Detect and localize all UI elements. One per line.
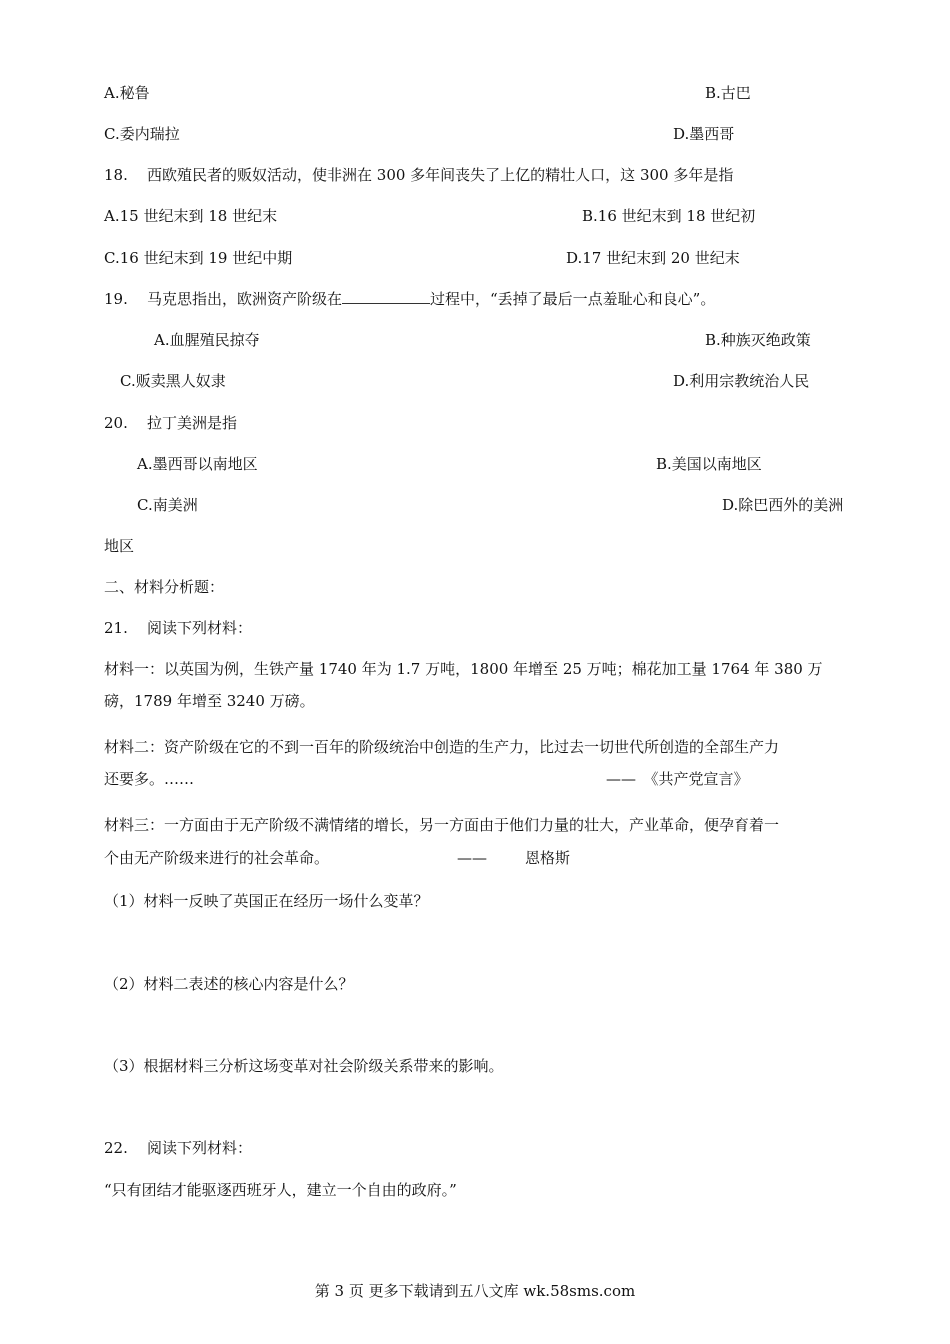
material-2-line-1: 材料二：资产阶级在它的不到一百年的阶级统治中创造的生产力，比过去一切世代所创造的全部生产力 bbox=[104, 738, 780, 756]
material-2-source: —— 《共产党宣言》 bbox=[606, 770, 749, 788]
section-heading: 二、材料分析题： bbox=[104, 578, 225, 596]
q21-subquestion-3: （3）根据材料三分析这场变革对社会阶级关系带来的影响。 bbox=[104, 1057, 504, 1075]
q19-stem bbox=[147, 289, 715, 309]
q18-stem: 西欧殖民者的贩奴活动，使非洲在 300 多年间丧失了上亿的精壮人口，这 300 多年是指 bbox=[147, 166, 734, 184]
material-3-author: 恩格斯 bbox=[525, 849, 571, 867]
material-1-line-2: 磅，1789 年增至 3240 万磅。 bbox=[104, 692, 315, 710]
q17-option-a: A.秘鲁 bbox=[104, 84, 150, 102]
q19-option-d: D.利用宗教统治人民 bbox=[673, 372, 810, 390]
material-3-line-2: 个由无产阶级来进行的社会革命。 bbox=[104, 849, 330, 867]
q19-option-c: C.贩卖黑人奴隶 bbox=[120, 372, 226, 390]
material-2-line-2: 还要多。…… bbox=[104, 770, 195, 788]
q21-number: 21. bbox=[104, 619, 128, 637]
q19-option-b: B.种族灭绝政策 bbox=[705, 331, 811, 349]
q19-stem-before: 马克思指出，欧洲资产阶级在 bbox=[147, 290, 343, 308]
q18-option-d: D.17 世纪末到 20 世纪末 bbox=[566, 249, 740, 267]
q20-stem: 拉丁美洲是指 bbox=[147, 414, 238, 432]
answer-blank bbox=[342, 289, 430, 304]
q18-option-a: A.15 世纪末到 18 世纪末 bbox=[104, 207, 278, 225]
q17-option-c: C.委内瑞拉 bbox=[104, 125, 180, 143]
q19-stem-after: 过程中，“丢掉了最后一点羞耻心和良心”。 bbox=[430, 290, 716, 308]
q19-option-a: A.血腥殖民掠夺 bbox=[154, 331, 260, 349]
q18-option-b: B.16 世纪末到 18 世纪初 bbox=[582, 207, 756, 225]
page-footer: 第 3 页 更多下载请到五八文库 wk.58sms.com bbox=[314, 1282, 636, 1300]
q20-option-b: B.美国以南地区 bbox=[656, 455, 762, 473]
q19-number: 19. bbox=[104, 290, 128, 308]
q22-quote: “只有团结才能驱逐西班牙人，建立一个自由的政府。” bbox=[104, 1181, 457, 1199]
q18-option-c: C.16 世纪末到 19 世纪中期 bbox=[104, 249, 293, 267]
q21-subquestion-2: （2）材料二表述的核心内容是什么？ bbox=[104, 975, 354, 993]
q20-option-c: C.南美洲 bbox=[137, 496, 198, 514]
q20-option-d: D.除巴西外的美洲 bbox=[722, 496, 844, 514]
q22-number: 22. bbox=[104, 1139, 128, 1157]
q17-option-b: B.古巴 bbox=[705, 84, 751, 102]
material-3-line-1: 材料三：一方面由于无产阶级不满情绪的增长，另一方面由于他们力量的壮大，产业革命，便孕育着一 bbox=[104, 816, 780, 834]
material-1-line-1: 材料一：以英国为例，生铁产量 1740 年为 1.7 万吨，1800 年增至 25 万吨；棉花加工量 1764 年 380 万 bbox=[104, 660, 823, 678]
q17-option-d: D.墨西哥 bbox=[673, 125, 735, 143]
q21-stem: 阅读下列材料： bbox=[147, 619, 253, 637]
q18-number: 18. bbox=[104, 166, 128, 184]
q22-stem: 阅读下列材料： bbox=[147, 1139, 253, 1157]
q20-option-a: A.墨西哥以南地区 bbox=[137, 455, 258, 473]
q20-number: 20. bbox=[104, 414, 128, 432]
q21-subquestion-1: （1）材料一反映了英国正在经历一场什么变革？ bbox=[104, 892, 429, 910]
material-3-dash: —— bbox=[457, 849, 487, 867]
q20-option-d-continued: 地区 bbox=[104, 537, 135, 555]
